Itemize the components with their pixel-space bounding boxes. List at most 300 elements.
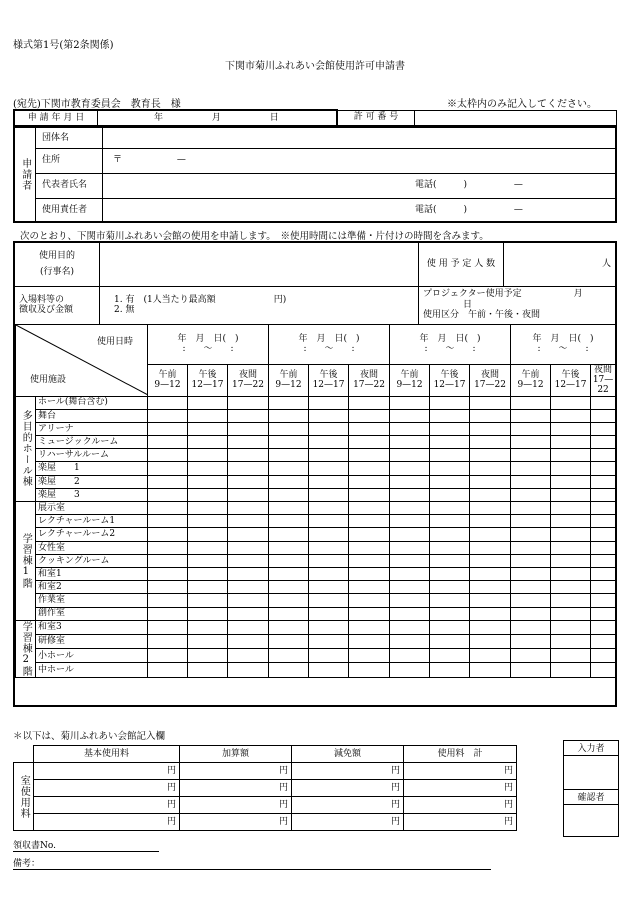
schedule-cell[interactable] (591, 409, 616, 422)
date-block-4[interactable]: 年 月 日( ) : 〜 : (511, 324, 616, 364)
schedule-cell[interactable] (148, 515, 188, 528)
fee-cell[interactable]: 円 (180, 797, 292, 814)
schedule-cell[interactable] (390, 567, 430, 580)
schedule-cell[interactable] (470, 502, 511, 515)
fee-cell[interactable]: 円 (292, 763, 404, 780)
schedule-cell[interactable] (228, 663, 269, 677)
schedule-cell[interactable] (551, 488, 591, 501)
schedule-cell[interactable] (148, 607, 188, 620)
schedule-cell[interactable] (269, 594, 309, 607)
schedule-cell[interactable] (470, 581, 511, 594)
schedule-cell[interactable] (551, 554, 591, 567)
schedule-cell[interactable] (430, 436, 470, 449)
schedule-cell[interactable] (148, 663, 188, 677)
schedule-cell[interactable] (470, 567, 511, 580)
schedule-cell[interactable] (309, 488, 349, 501)
schedule-cell[interactable] (591, 528, 616, 541)
schedule-cell[interactable] (430, 594, 470, 607)
schedule-cell[interactable] (228, 594, 269, 607)
schedule-cell[interactable] (591, 554, 616, 567)
schedule-cell[interactable] (430, 620, 470, 634)
schedule-cell[interactable] (309, 462, 349, 475)
table-row (16, 554, 616, 567)
slot-header: 午前 9—12 (269, 364, 309, 396)
schedule-cell[interactable] (511, 607, 551, 620)
schedule-cell[interactable] (228, 541, 269, 554)
schedule-cell[interactable] (309, 607, 349, 620)
schedule-cell[interactable] (511, 649, 551, 663)
schedule-cell[interactable] (188, 515, 228, 528)
schedule-cell[interactable] (188, 663, 228, 677)
schedule-cell[interactable] (390, 541, 430, 554)
schedule-cell[interactable] (470, 554, 511, 567)
fee-cell[interactable]: 円 (292, 780, 404, 797)
schedule-cell[interactable] (430, 449, 470, 462)
schedule-cell[interactable] (269, 541, 309, 554)
schedule-cell[interactable] (269, 567, 309, 580)
schedule-cell[interactable] (309, 528, 349, 541)
schedule-cell[interactable] (269, 649, 309, 663)
schedule-cell[interactable] (148, 567, 188, 580)
schedule-cell[interactable] (269, 528, 309, 541)
schedule-cell[interactable] (349, 462, 390, 475)
schedule-cell[interactable] (511, 515, 551, 528)
schedule-cell[interactable] (390, 528, 430, 541)
schedule-cell[interactable] (470, 607, 511, 620)
schedule-cell[interactable] (188, 607, 228, 620)
schedule-cell[interactable] (390, 581, 430, 594)
schedule-cell[interactable] (430, 541, 470, 554)
schedule-cell[interactable] (551, 475, 591, 488)
fee-cell[interactable]: 円 (292, 797, 404, 814)
schedule-cell[interactable] (309, 620, 349, 634)
schedule-cell[interactable] (188, 449, 228, 462)
schedule-cell[interactable] (430, 567, 470, 580)
schedule-cell[interactable] (390, 649, 430, 663)
schedule-cell[interactable] (551, 620, 591, 634)
schedule-cell[interactable] (349, 663, 390, 677)
schedule-cell[interactable] (511, 488, 551, 501)
schedule-cell[interactable] (511, 620, 551, 634)
people-field[interactable]: 人 (504, 243, 616, 286)
representative-field[interactable]: 電話( ) — (103, 173, 617, 198)
schedule-cell[interactable] (269, 436, 309, 449)
schedule-cell[interactable] (551, 663, 591, 677)
manager-field[interactable]: 電話( ) — (103, 198, 617, 222)
schedule-cell[interactable] (390, 607, 430, 620)
schedule-cell[interactable] (430, 634, 470, 648)
schedule-cell[interactable] (551, 634, 591, 648)
table-row (16, 502, 616, 515)
schedule-cell[interactable] (349, 634, 390, 648)
schedule-cell[interactable] (470, 488, 511, 501)
schedule-cell[interactable] (390, 462, 430, 475)
schedule-cell[interactable] (309, 422, 349, 435)
schedule-cell[interactable] (349, 607, 390, 620)
schedule-cell[interactable] (470, 396, 511, 409)
schedule-cell[interactable] (591, 396, 616, 409)
schedule-cell[interactable] (349, 567, 390, 580)
input-person-field[interactable] (564, 756, 618, 790)
schedule-cell[interactable] (309, 649, 349, 663)
schedule-cell[interactable] (390, 449, 430, 462)
schedule-cell[interactable] (390, 409, 430, 422)
schedule-cell[interactable] (309, 409, 349, 422)
schedule-cell[interactable] (269, 515, 309, 528)
schedule-cell[interactable] (309, 436, 349, 449)
schedule-cell[interactable] (511, 422, 551, 435)
slot-header: 夜間 17—22 (470, 364, 511, 396)
fee-cell[interactable]: 円 (34, 814, 180, 831)
application-date-field[interactable]: 年 月 日 (98, 110, 338, 125)
fee-cell[interactable]: 円 (34, 797, 180, 814)
schedule-cell[interactable] (269, 462, 309, 475)
schedule-cell[interactable] (591, 620, 616, 634)
schedule-cell[interactable] (511, 396, 551, 409)
schedule-cell[interactable] (309, 581, 349, 594)
schedule-cell[interactable] (269, 475, 309, 488)
schedule-cell[interactable] (269, 422, 309, 435)
schedule-cell[interactable] (188, 594, 228, 607)
schedule-cell[interactable] (390, 634, 430, 648)
admission-options[interactable]: 1. 有 (1人当たり最高額 円) 2. 無 (100, 286, 419, 324)
schedule-cell[interactable] (148, 620, 188, 634)
schedule-cell[interactable] (511, 554, 551, 567)
schedule-cell[interactable] (228, 567, 269, 580)
schedule-cell[interactable] (148, 649, 188, 663)
schedule-cell[interactable] (470, 436, 511, 449)
schedule-cell[interactable] (309, 554, 349, 567)
schedule-cell[interactable] (430, 649, 470, 663)
schedule-cell[interactable] (148, 409, 188, 422)
schedule-cell[interactable] (148, 422, 188, 435)
schedule-cell[interactable] (349, 554, 390, 567)
schedule-cell[interactable] (228, 409, 269, 422)
address-field[interactable]: 〒 — (103, 148, 617, 173)
schedule-cell[interactable] (390, 502, 430, 515)
fee-cell[interactable]: 円 (34, 763, 180, 780)
schedule-cell[interactable] (148, 594, 188, 607)
schedule-cell[interactable] (148, 502, 188, 515)
schedule-cell[interactable] (551, 649, 591, 663)
permit-number-label: 許 可 番 号 (337, 110, 415, 125)
schedule-cell[interactable] (309, 502, 349, 515)
receipt-number[interactable]: 領収書No. (13, 838, 159, 852)
schedule-cell[interactable] (551, 581, 591, 594)
schedule-cell[interactable] (188, 554, 228, 567)
schedule-cell[interactable] (309, 541, 349, 554)
schedule-cell[interactable] (228, 396, 269, 409)
schedule-cell[interactable] (269, 607, 309, 620)
schedule-cell[interactable] (349, 475, 390, 488)
date-block-3[interactable]: 年 月 日( ) : 〜 : (390, 324, 511, 364)
fee-cell[interactable]: 円 (404, 763, 517, 780)
schedule-cell[interactable] (511, 449, 551, 462)
table-row (16, 663, 616, 677)
purpose-label: 使用目的 (行事名) (15, 243, 100, 286)
date-block-2[interactable]: 年 月 日( ) : 〜 : (269, 324, 390, 364)
schedule-cell[interactable] (591, 607, 616, 620)
schedule-cell[interactable] (349, 502, 390, 515)
schedule-cell[interactable] (551, 515, 591, 528)
schedule-cell[interactable] (349, 436, 390, 449)
schedule-cell[interactable] (591, 449, 616, 462)
schedule-cell[interactable] (188, 422, 228, 435)
schedule-cell[interactable] (390, 436, 430, 449)
schedule-cell[interactable] (188, 567, 228, 580)
schedule-cell[interactable] (470, 449, 511, 462)
schedule-cell[interactable] (470, 475, 511, 488)
schedule-cell[interactable] (591, 515, 616, 528)
schedule-cell[interactable] (309, 663, 349, 677)
schedule-cell[interactable] (228, 607, 269, 620)
schedule-cell[interactable] (430, 515, 470, 528)
schedule-cell[interactable] (188, 462, 228, 475)
schedule-cell[interactable] (228, 554, 269, 567)
fee-cell[interactable]: 円 (292, 814, 404, 831)
schedule-cell[interactable] (228, 422, 269, 435)
schedule-cell[interactable] (591, 462, 616, 475)
schedule-cell[interactable] (591, 581, 616, 594)
schedule-cell[interactable] (188, 620, 228, 634)
schedule-cell[interactable] (390, 475, 430, 488)
date-block-1[interactable]: 年 月 日( ) : 〜 : (148, 324, 269, 364)
schedule-cell[interactable] (349, 409, 390, 422)
schedule-cell[interactable] (551, 541, 591, 554)
schedule-cell[interactable] (148, 449, 188, 462)
schedule-cell[interactable] (591, 649, 616, 663)
schedule-cell[interactable] (148, 436, 188, 449)
schedule-cell[interactable] (349, 515, 390, 528)
schedule-cell[interactable] (228, 475, 269, 488)
schedule-cell[interactable] (591, 594, 616, 607)
schedule-cell[interactable] (430, 554, 470, 567)
schedule-cell[interactable] (390, 663, 430, 677)
schedule-cell[interactable] (430, 396, 470, 409)
schedule-cell[interactable] (148, 634, 188, 648)
facility-group-label: 学習棟2階 (16, 620, 36, 677)
schedule-cell[interactable] (551, 422, 591, 435)
schedule-cell[interactable] (269, 663, 309, 677)
schedule-cell[interactable] (430, 422, 470, 435)
schedule-cell[interactable] (349, 581, 390, 594)
fee-cell[interactable]: 円 (404, 797, 517, 814)
schedule-cell[interactable] (188, 581, 228, 594)
schedule-cell[interactable] (470, 422, 511, 435)
schedule-cell[interactable] (470, 620, 511, 634)
schedule-cell[interactable] (591, 436, 616, 449)
schedule-cell[interactable] (551, 607, 591, 620)
schedule-cell[interactable] (269, 488, 309, 501)
schedule-cell[interactable] (269, 554, 309, 567)
schedule-cell[interactable] (188, 649, 228, 663)
schedule-cell[interactable] (430, 663, 470, 677)
schedule-cell[interactable] (591, 634, 616, 648)
schedule-cell[interactable] (511, 567, 551, 580)
schedule-cell[interactable] (309, 634, 349, 648)
schedule-cell[interactable] (470, 634, 511, 648)
schedule-cell[interactable] (390, 620, 430, 634)
schedule-cell[interactable] (390, 396, 430, 409)
fee-cell[interactable]: 円 (180, 780, 292, 797)
confirm-person-field[interactable] (564, 805, 618, 837)
schedule-cell[interactable] (188, 409, 228, 422)
schedule-cell[interactable] (470, 409, 511, 422)
schedule-cell[interactable] (591, 422, 616, 435)
remarks[interactable]: 備考： (13, 856, 491, 870)
fee-table (13, 745, 517, 831)
schedule-cell[interactable] (349, 449, 390, 462)
table-row (16, 634, 616, 648)
schedule-cell[interactable] (390, 422, 430, 435)
facility-name: 舞台 (36, 409, 148, 422)
schedule-cell[interactable] (551, 462, 591, 475)
schedule-cell[interactable] (148, 462, 188, 475)
schedule-cell[interactable] (148, 396, 188, 409)
schedule-cell[interactable] (551, 396, 591, 409)
schedule-cell[interactable] (228, 515, 269, 528)
schedule-cell[interactable] (511, 409, 551, 422)
schedule-cell[interactable] (349, 649, 390, 663)
schedule-cell[interactable] (188, 528, 228, 541)
schedule-cell[interactable] (390, 515, 430, 528)
schedule-cell[interactable] (470, 515, 511, 528)
fee-cell[interactable]: 円 (404, 780, 517, 797)
schedule-cell[interactable] (309, 396, 349, 409)
schedule-cell[interactable] (349, 488, 390, 501)
schedule-cell[interactable] (228, 436, 269, 449)
schedule-cell[interactable] (511, 436, 551, 449)
schedule-cell[interactable] (430, 502, 470, 515)
schedule-cell[interactable] (228, 502, 269, 515)
schedule-cell[interactable] (269, 581, 309, 594)
schedule-cell[interactable] (551, 449, 591, 462)
schedule-cell[interactable] (470, 462, 511, 475)
schedule-cell[interactable] (148, 554, 188, 567)
schedule-cell[interactable] (188, 436, 228, 449)
schedule-cell[interactable] (309, 475, 349, 488)
schedule-cell[interactable] (309, 449, 349, 462)
schedule-cell[interactable] (269, 409, 309, 422)
schedule-cell[interactable] (591, 663, 616, 677)
schedule-cell[interactable] (390, 594, 430, 607)
schedule-cell[interactable] (430, 462, 470, 475)
schedule-cell[interactable] (188, 488, 228, 501)
fee-cell[interactable]: 円 (34, 780, 180, 797)
schedule-cell[interactable] (269, 449, 309, 462)
schedule-cell[interactable] (309, 567, 349, 580)
schedule-cell[interactable] (551, 594, 591, 607)
facility-name: 楽屋 1 (36, 462, 148, 475)
schedule-cell[interactable] (228, 462, 269, 475)
schedule-cell[interactable] (430, 607, 470, 620)
schedule-cell[interactable] (430, 581, 470, 594)
schedule-cell[interactable] (228, 649, 269, 663)
schedule-cell[interactable] (591, 488, 616, 501)
slot-header: 午後 12—17 (430, 364, 470, 396)
schedule-cell[interactable] (228, 528, 269, 541)
schedule-cell[interactable] (470, 649, 511, 663)
schedule-cell[interactable] (349, 620, 390, 634)
schedule-cell[interactable] (511, 663, 551, 677)
schedule-cell[interactable] (591, 502, 616, 515)
schedule-cell[interactable] (148, 528, 188, 541)
schedule-cell[interactable] (309, 594, 349, 607)
schedule-cell[interactable] (188, 502, 228, 515)
schedule-cell[interactable] (511, 502, 551, 515)
schedule-cell[interactable] (511, 528, 551, 541)
schedule-cell[interactable] (269, 502, 309, 515)
schedule-cell[interactable] (430, 488, 470, 501)
schedule-cell[interactable] (511, 541, 551, 554)
schedule-cell[interactable] (511, 462, 551, 475)
schedule-cell[interactable] (188, 475, 228, 488)
schedule-cell[interactable] (349, 594, 390, 607)
fee-cell[interactable]: 円 (404, 814, 517, 831)
schedule-cell[interactable] (430, 528, 470, 541)
schedule-cell[interactable] (188, 634, 228, 648)
schedule-cell[interactable] (188, 396, 228, 409)
schedule-cell[interactable] (551, 502, 591, 515)
schedule-cell[interactable] (148, 581, 188, 594)
schedule-cell[interactable] (470, 663, 511, 677)
schedule-cell[interactable] (591, 567, 616, 580)
permit-number-field (415, 110, 617, 125)
schedule-cell[interactable] (390, 554, 430, 567)
schedule-cell[interactable] (349, 396, 390, 409)
schedule-cell[interactable] (309, 515, 349, 528)
projector-field[interactable]: プロジェクター使用予定 月日 使用区分 午前・午後・夜間 (419, 286, 616, 324)
schedule-cell[interactable] (511, 594, 551, 607)
schedule-cell[interactable] (470, 594, 511, 607)
schedule-cell[interactable] (470, 541, 511, 554)
schedule-cell[interactable] (430, 475, 470, 488)
schedule-cell[interactable] (470, 528, 511, 541)
schedule-cell[interactable] (551, 436, 591, 449)
schedule-cell[interactable] (551, 409, 591, 422)
schedule-cell[interactable] (228, 581, 269, 594)
schedule-cell[interactable] (269, 396, 309, 409)
schedule-cell[interactable] (349, 541, 390, 554)
fee-cell[interactable]: 円 (180, 814, 292, 831)
schedule-cell[interactable] (349, 528, 390, 541)
schedule-cell[interactable] (228, 449, 269, 462)
schedule-cell[interactable] (551, 567, 591, 580)
schedule-cell[interactable] (228, 620, 269, 634)
schedule-cell[interactable] (551, 528, 591, 541)
group-name-field[interactable] (103, 127, 617, 148)
schedule-cell[interactable] (269, 634, 309, 648)
schedule-cell[interactable] (511, 475, 551, 488)
schedule-cell[interactable] (269, 620, 309, 634)
schedule-cell[interactable] (591, 541, 616, 554)
schedule-cell[interactable] (591, 475, 616, 488)
schedule-cell[interactable] (228, 634, 269, 648)
fee-cell[interactable]: 円 (180, 763, 292, 780)
schedule-cell[interactable] (228, 488, 269, 501)
schedule-cell[interactable] (188, 541, 228, 554)
facility-group-label: 学習棟1階 (16, 502, 36, 621)
schedule-cell[interactable] (430, 409, 470, 422)
schedule-cell[interactable] (390, 488, 430, 501)
schedule-cell[interactable] (148, 541, 188, 554)
schedule-cell[interactable] (511, 581, 551, 594)
schedule-cell[interactable] (148, 488, 188, 501)
purpose-field[interactable] (100, 243, 419, 286)
schedule-cell[interactable] (511, 634, 551, 648)
schedule-cell[interactable] (349, 422, 390, 435)
schedule-cell[interactable] (148, 475, 188, 488)
